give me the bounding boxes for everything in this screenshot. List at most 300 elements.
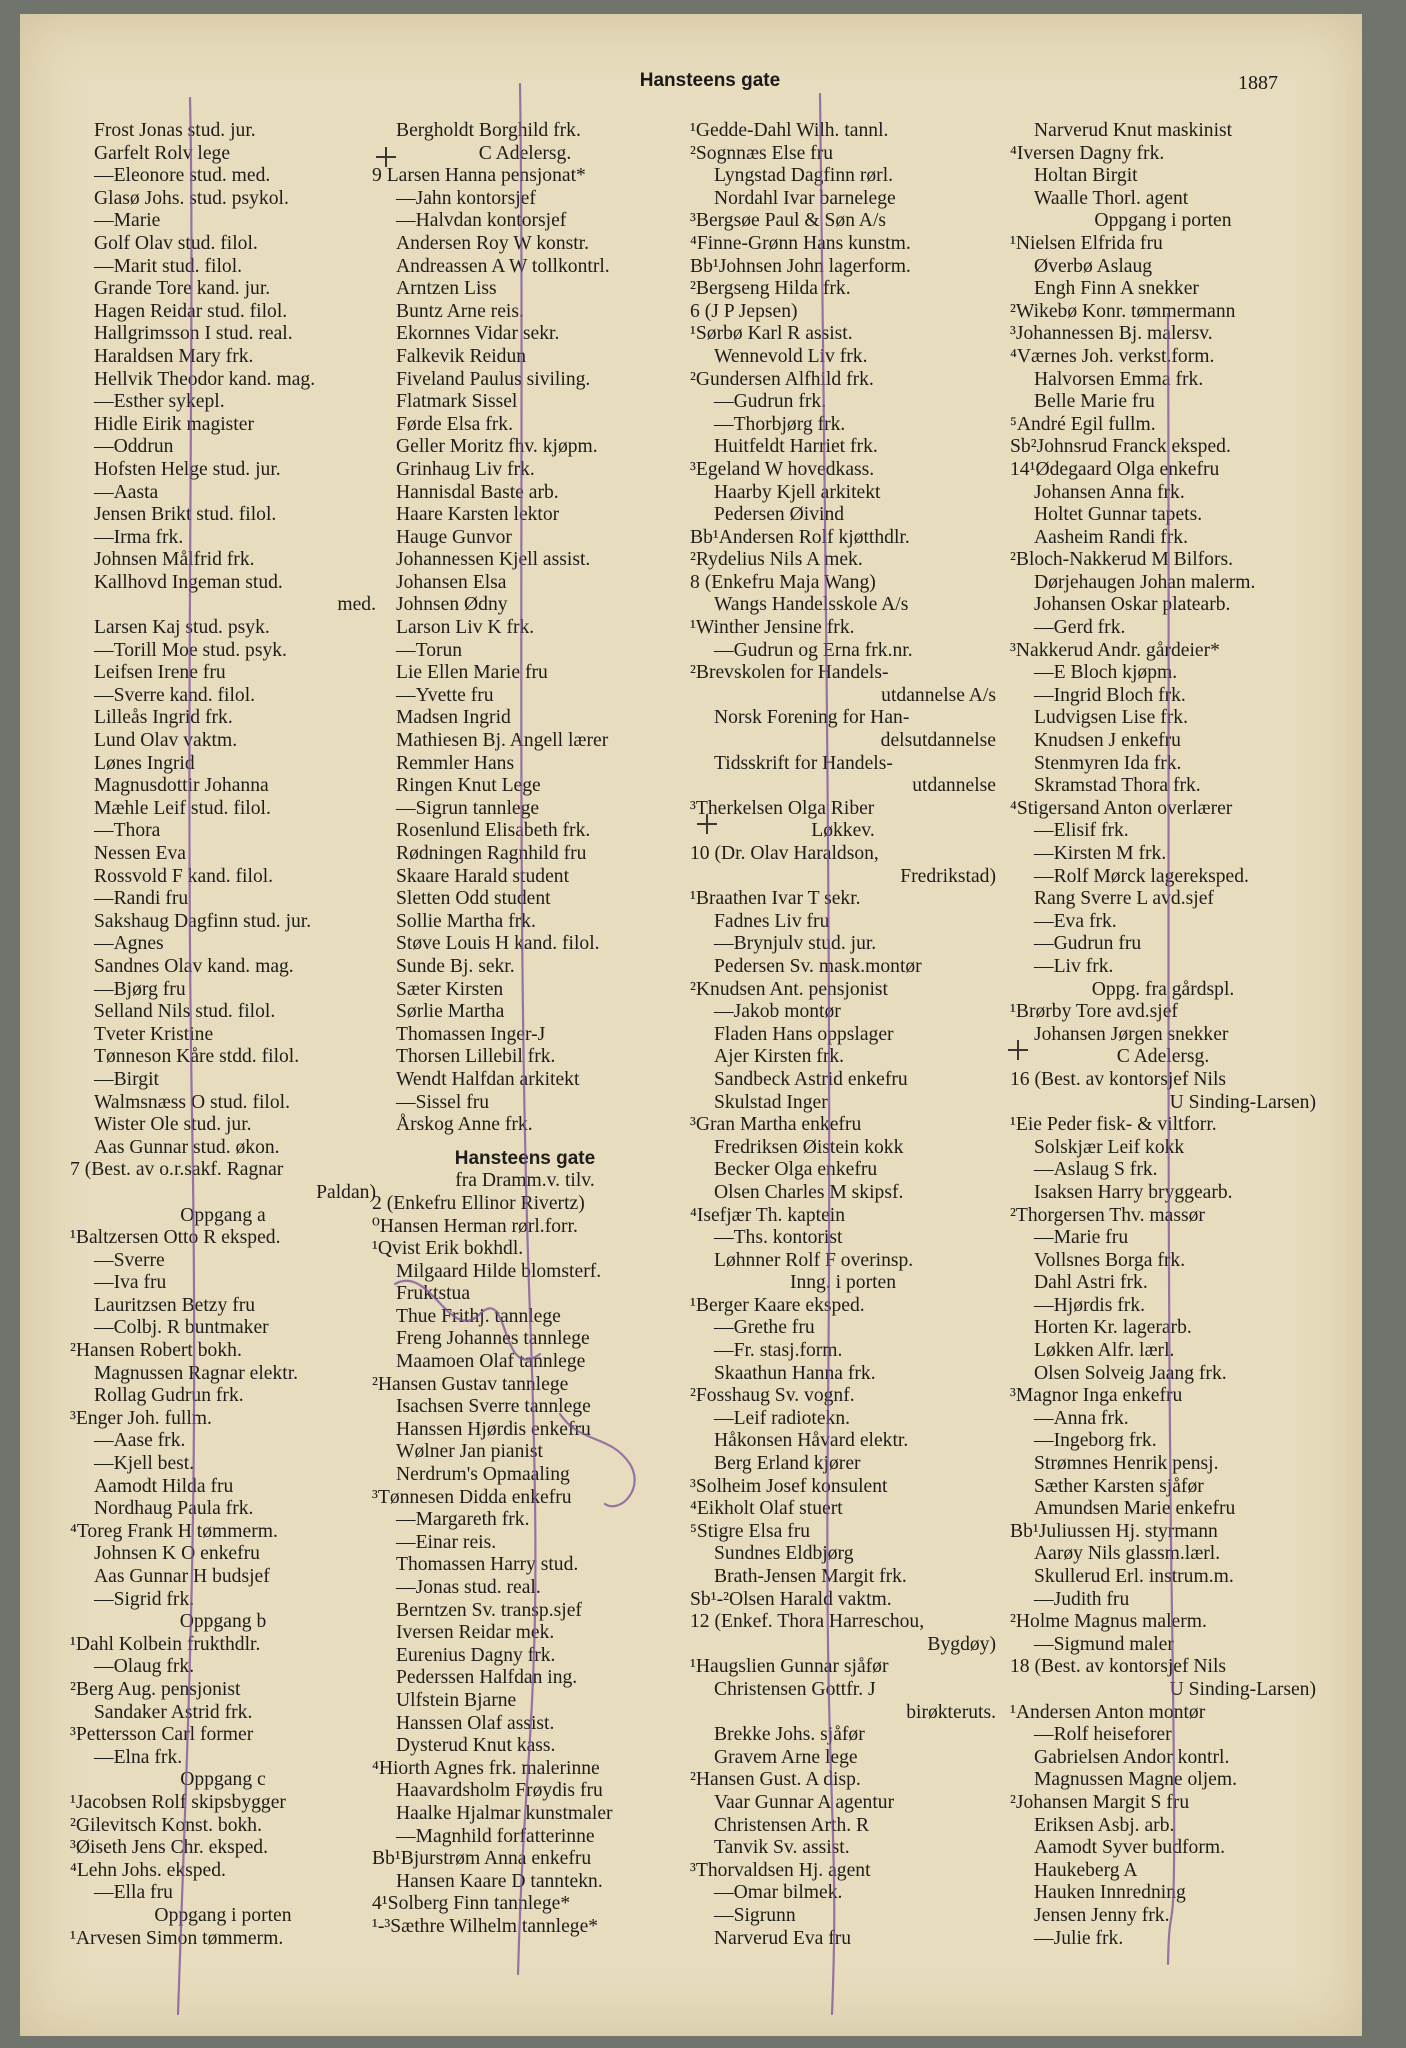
directory-entry: —Eva frk. [1034,910,1117,932]
directory-entry: Lilleås Ingrid frk. [94,707,233,729]
directory-entry: Bb¹Bjurstrøm Anna enkefru [372,1848,592,1870]
directory-entry: Skaathun Hanna frk. [714,1362,876,1384]
directory-entry: Paldan) [316,1181,376,1203]
directory-entry: ¹Berger Kaare eksped. [690,1294,865,1316]
directory-entry: —Sverre kand. filol. [94,684,256,706]
directory-entry: Wennevold Liv frk. [714,345,868,367]
directory-entry: ³Pettersson Carl former [70,1724,254,1746]
directory-entry: Sandbeck Astrid enkefru [714,1068,908,1090]
directory-entry: ⁴Stigersand Anton overlærer [1010,797,1233,819]
directory-entry: 18 (Best. av kontorsjef Nils [1010,1656,1227,1678]
directory-entry: Lauritzsen Betzy fru [94,1294,256,1316]
directory-entry: Christensen Gottfr. J [714,1678,876,1700]
directory-entry: fra Dramm.v. tilv. [455,1170,595,1192]
directory-entry: ²Sognnæs Else fru [690,142,834,164]
directory-entry: 16 (Best. av kontorsjef Nils [1010,1068,1227,1090]
directory-entry: —Olaug frk. [94,1656,195,1678]
directory-entry: ¹Nielsen Elfrida fru [1010,232,1163,254]
directory-entry: ¹Dahl Kolbein frukthdlr. [70,1633,261,1655]
page-header-title: Hansteens gate [639,70,781,91]
directory-entry: Ekornnes Vidar sekr. [396,323,560,345]
directory-entry: Lyngstad Dagfinn rørl. [714,165,894,187]
directory-entry: Fiveland Paulus siviling. [396,368,591,390]
directory-entry: Holtan Birgit [1034,165,1138,187]
directory-entry: Inng. i porten [789,1272,897,1294]
directory-entry: Johnsen Ødny [396,594,508,616]
directory-entry: —Grethe fru [714,1317,815,1339]
directory-entry: ³Solheim Josef konsulent [690,1475,888,1497]
directory-entry: Geller Moritz fhv. kjøpm. [396,436,598,458]
directory-entry: Larsen Kaj stud. psyk. [94,617,270,639]
directory-entry: —E Bloch kjøpm. [1034,662,1178,684]
directory-entry: —Brynjulv stud. jur. [714,933,877,955]
directory-entry: ³Øiseth Jens Chr. eksped. [70,1837,268,1859]
directory-entry: —Aasta [94,481,159,503]
directory-entry: Sollie Martha frk. [396,910,536,932]
directory-entry: Jensen Brikt stud. filol. [94,504,277,526]
directory-entry: Thue Frithj. tannlege [396,1305,561,1327]
directory-entry: Wølner Jan pianist [396,1441,543,1463]
directory-entry: Buntz Arne reis. [396,300,524,322]
section-heading: Hansteens gate [454,1147,596,1169]
directory-entry: 4¹Solberg Finn tannlege* [372,1893,571,1915]
directory-entry: —Ingeborg frk. [1034,1430,1157,1452]
directory-entry: —Sigrun tannlege [396,797,540,819]
directory-entry: Hannisdal Baste arb. [396,481,559,503]
directory-entry: Gabrielsen Andor kontrl. [1034,1746,1230,1768]
directory-entry: ⁴Eikholt Olaf stuert [690,1498,843,1520]
directory-entry: Hanssen Hjørdis enkefru [396,1418,591,1440]
directory-entry: 8 (Enkefru Maja Wang) [690,571,876,593]
directory-entry: ¹Sørbø Karl R assist. [690,323,853,345]
directory-entry: Årskog Anne frk. [396,1114,533,1136]
directory-entry: Isaksen Harry bryggearb. [1034,1181,1233,1203]
directory-entry: Hellvik Theodor kand. mag. [94,368,316,390]
directory-entry: —Agnes [94,933,164,955]
directory-entry: Johansen Oskar platearb. [1034,594,1231,616]
directory-entry: Haare Karsten lektor [396,504,560,526]
directory-entry: ¹Arvesen Simon tømmerm. [70,1927,284,1949]
directory-entry: —Leif radiotekn. [714,1407,851,1429]
directory-entry: Amundsen Marie enkefru [1034,1498,1236,1520]
directory-entry: Løkkev. [811,820,875,842]
directory-entry: utdannelse A/s [881,684,996,706]
directory-entry: Rollag Gudrun frk. [94,1385,244,1407]
directory-entry: Wendt Halfdan arkitekt [396,1068,580,1090]
directory-entry: Tveter Kristine [94,1023,214,1045]
directory-entry: ⁵Stigre Elsa fru [690,1520,811,1542]
directory-entry: —Colbj. R buntmaker [94,1317,269,1339]
directory-entry: ²Thorgersen Thv. massør [1010,1204,1205,1226]
directory-entry: Rossvold F kand. filol. [94,865,274,887]
directory-entry: Vollsnes Borga frk. [1034,1249,1186,1271]
directory-entry: —Marie [94,210,161,232]
directory-entry: Arntzen Liss [396,278,497,300]
directory-entry: Brekke Johs. sjåfør [714,1724,865,1746]
directory-entry: Skaare Harald student [396,865,570,887]
directory-entry: Aarøy Nils glassm.lærl. [1034,1543,1221,1565]
directory-entry: Kallhovd Ingeman stud. [94,571,283,593]
directory-entry: ⁴Finne-Grønn Hans kunstm. [690,232,911,254]
directory-entry: Førde Elsa frk. [396,413,513,435]
directory-entry: Skramstad Thora frk. [1034,775,1201,797]
directory-entry: Vaar Gunnar A agentur [714,1791,895,1813]
directory-entry: —Torun [396,639,463,661]
directory-entry: Hidle Eirik magister [94,413,254,435]
directory-entry: —Halvdan kontorsjef [396,210,567,232]
directory-entry: ³Enger Joh. fullm. [70,1407,212,1429]
directory-entry: ⁴Lehn Johs. eksped. [70,1859,226,1881]
directory-entry: —Ella fru [94,1882,173,1904]
directory-entry: Aas Gunnar H budsjef [94,1566,270,1587]
directory-entry: —Bjørg fru [94,978,186,1000]
directory-entry: Jensen Jenny frk. [1034,1904,1170,1926]
directory-entry: Olsen Solveig Jaang frk. [1034,1362,1227,1384]
directory-entry: Ulfstein Bjarne [396,1689,517,1711]
directory-entry: Berntzen Sv. transp.sjef [396,1599,582,1621]
directory-entry: Øverbø Aslaug [1034,255,1153,277]
directory-entry: Sb²Johnsrud Franck eksped. [1010,436,1231,458]
directory-entry: —Irma frk. [94,526,184,548]
directory-entry: —Thorbjørg frk. [714,413,846,435]
directory-column-1 [70,120,376,1950]
directory-entry: Engh Finn A snekker [1034,278,1199,300]
directory-entry: ²Gilevitsch Konst. bokh. [70,1814,263,1836]
directory-entry: Magnussen Magne oljem. [1034,1769,1237,1791]
directory-entry: 2 (Enkefru Ellinor Rivertz) [372,1192,585,1214]
directory-entry: Rang Sverre L avd.sjef [1034,888,1214,910]
directory-entry: birøkteruts. [906,1701,996,1723]
directory-entry: Aas Gunnar stud. økon. [94,1136,280,1158]
directory-entry: ¹Eie Peder fisk- & viltforr. [1010,1114,1217,1136]
directory-entry: Sæther Karsten sjåfør [1034,1475,1204,1497]
directory-entry: Thorsen Lillebil frk. [396,1046,556,1068]
directory-entry: Tidsskrift for Handels- [714,752,893,774]
directory-entry: Hauge Gunvor [396,526,512,548]
directory-entry: Becker Olga enkefru [714,1159,878,1181]
directory-entry: —Yvette fru [396,684,494,706]
directory-entry: Haavardsholm Frøydis fru [396,1780,603,1802]
directory-entry: —Jonas stud. real. [396,1577,541,1598]
directory-entry: Gravem Arne lege [714,1746,858,1768]
directory-entry: Johnsen Målfrid frk. [94,549,255,571]
directory-entry: Fruktstua [396,1283,471,1305]
directory-entry: Johannessen Kjell assist. [396,549,591,571]
directory-entry: —Elna frk. [94,1746,183,1768]
directory-entry: C Adelersg. [478,142,572,164]
directory-entry: Olsen Charles M skipsf. [714,1181,904,1203]
directory-entry: ³Egeland W hovedkass. [690,458,875,480]
directory-entry: 7 (Best. av o.r.sakf. Ragnar [70,1159,284,1181]
directory-entry: Sletten Odd student [396,888,551,910]
directory-entry: Oppgang i porten [1094,210,1232,232]
directory-entry: —Gudrun og Erna frk.nr. [714,639,913,661]
directory-entry: —Julie frk. [1034,1927,1124,1949]
directory-entry: Glasø Johs. stud. psykol. [94,187,289,209]
directory-entry: Bygdøy) [927,1633,996,1655]
directory-entry: —Iva fru [94,1272,167,1294]
directory-entry: ³Thorvaldsen Hj. agent [690,1859,871,1881]
directory-entry: Hauken Innredning [1034,1882,1186,1904]
directory-entry: Bergholdt Borghild frk. [396,120,581,141]
directory-entry: C Adelersg. [1116,1046,1210,1068]
directory-entry: Eurenius Dagny frk. [396,1644,556,1666]
directory-entry: —Elisif frk. [1034,820,1129,842]
directory-entry: —Ths. kontorist [714,1227,843,1249]
directory-entry: Berg Erland kjører [714,1453,861,1475]
directory-entry: Rødningen Ragnhild fru [396,843,587,864]
directory-entry: Eriksen Asbj. arb. [1034,1814,1175,1836]
directory-entry: ²Holme Magnus malerm. [1010,1611,1207,1633]
directory-entry: Fredrikstad) [900,865,996,887]
directory-entry [372,1137,678,1148]
directory-entry: Sunde Bj. sekr. [396,955,515,977]
directory-entry: Aamodt Syver budform. [1034,1837,1226,1859]
directory-entry: Haraldsen Mary frk. [94,345,254,367]
directory-entry: Isachsen Sverre tannlege [396,1396,591,1418]
directory-entry: Grande Tore kand. jur. [94,278,271,300]
directory-entry: Mæhle Leif stud. filol. [94,797,271,819]
directory-entry: Flatmark Sissel [396,391,518,413]
directory-entry: ¹Winther Jensine frk. [690,617,855,639]
directory-entry: —Gudrun fru [1034,933,1142,955]
directory-entry: —Judith fru [1034,1588,1130,1610]
directory-entry: Ringen Knut Lege [396,775,541,797]
directory-entry: Thomassen Inger-J [396,1023,546,1045]
directory-entry: Johansen Anna frk. [1034,481,1185,503]
directory-entry: Lønes Ingrid [94,752,195,774]
directory-entry: —Sigrunn [714,1904,796,1926]
directory-entry: —Marit stud. filol. [94,255,243,277]
directory-entry: ²Berg Aug. pensjonist [70,1678,241,1700]
directory-entry: ¹Jacobsen Rolf skipsbygger [70,1791,286,1813]
directory-entry: Nessen Eva [94,843,186,864]
directory-entry: ¹Brørby Tore avd.sjef [1010,1001,1178,1023]
directory-entry: ²Knudsen Ant. pensjonist [690,978,889,1000]
directory-column-2 [372,120,678,1939]
directory-entry: —Marie fru [1034,1227,1129,1249]
directory-entry: —Esther sykepl. [94,391,225,413]
directory-entry: ³Therkelsen Olga Riber [690,797,875,819]
directory-entry: Hallgrimsson I stud. real. [94,323,293,345]
directory-entry: Hansen Kaare D tanntekn. [396,1870,603,1892]
directory-entry: Wister Ole stud. jur. [94,1114,252,1136]
directory-entry: ⁴Isefjær Th. kaptein [690,1204,846,1226]
directory-entry: Strømnes Henrik pensj. [1034,1453,1219,1475]
directory-entry: Dørjehaugen Johan malerm. [1034,571,1256,593]
directory-entry: Dahl Astri frk. [1034,1272,1148,1294]
directory-entry: ²Hansen Robert bokh. [70,1340,242,1362]
directory-entry: —Kirsten M frk. [1034,843,1167,864]
directory-entry: Hofsten Helge stud. jur. [94,458,281,480]
directory-entry: ²Bergseng Hilda frk. [690,278,851,300]
directory-entry: —Liv frk. [1034,955,1114,977]
directory-entry: Hagen Reidar stud. filol. [94,300,288,322]
directory-entry: Sakshaug Dagfinn stud. jur. [94,910,312,932]
directory-entry: —Thora [94,820,161,842]
directory-entry: —Ingrid Bloch frk. [1034,684,1186,706]
directory-entry: Oppgang c [180,1769,266,1791]
directory-entry: Walmsnæss O stud. filol. [94,1091,291,1113]
directory-entry: Pedersen Øivind [714,504,845,526]
directory-entry: Aamodt Hilda fru [94,1475,234,1497]
directory-entry: —Oddrun [94,436,174,458]
directory-entry: —Birgit [94,1068,159,1090]
directory-entry: Oppgang a [180,1204,266,1226]
directory-entry: ¹Andersen Anton montør [1010,1701,1206,1723]
directory-entry: Pedersen Sv. mask.montør [714,955,922,977]
directory-entry: Milgaard Hilde blomsterf. [396,1260,602,1282]
directory-entry: Skulstad Inger [714,1091,828,1113]
directory-entry: Løhnner Rolf F overinsp. [714,1249,914,1271]
directory-entry: med. [337,594,376,616]
directory-entry: Rosenlund Elisabeth frk. [396,820,591,842]
directory-entry: delsutdannelse [880,730,996,752]
directory-entry: utdannelse [912,775,996,797]
directory-entry: ³Johannessen Bj. malersv. [1010,323,1213,345]
directory-entry: Dysterud Knut kass. [396,1735,556,1757]
directory-entry: ²Johansen Margit S fru [1010,1791,1190,1813]
directory-entry: ³Nakkerud Andr. gårdeier* [1010,639,1220,661]
directory-entry: Christensen Arth. R [714,1814,870,1836]
directory-entry: ²Brevskolen for Handels- [690,662,889,684]
directory-entry: ³Tønnesen Didda enkefru [372,1486,572,1508]
directory-entry: Frost Jonas stud. jur. [94,120,256,141]
directory-entry: Løkken Alfr. lærl. [1034,1340,1175,1362]
directory-entry: Ajer Kirsten frk. [714,1046,845,1068]
directory-column-3 [690,120,996,1950]
directory-entry: Sundnes Eldbjørg [714,1543,854,1565]
directory-entry: Nerdrum's Opmaaling [396,1464,570,1486]
directory-entry: Oppgang i porten [154,1904,292,1926]
directory-entry: Støve Louis H kand. filol. [396,933,600,955]
directory-entry: Larson Liv K frk. [396,617,535,639]
directory-entry: ²Gundersen Alfhild frk. [690,368,874,390]
directory-entry: Tønneson Kåre stdd. filol. [94,1046,300,1068]
directory-entry: Iversen Reidar mek. [396,1622,555,1644]
directory-entry: Bb¹Andersen Rolf kjøtthdlr. [690,526,910,548]
directory-entry: —Aase frk. [94,1430,186,1452]
directory-entry: Sørlie Martha [396,1001,505,1023]
directory-entry: Bb¹Juliussen Hj. styrmann [1010,1520,1218,1542]
directory-entry: —Jahn kontorsjef [396,187,536,209]
directory-entry: ⁴Hiorth Agnes frk. malerinne [372,1757,600,1779]
directory-entry: ¹Braathen Ivar T sekr. [690,888,861,910]
directory-entry: Falkevik Reidun [396,345,527,367]
directory-entry: Håkonsen Håvard elektr. [714,1430,909,1452]
directory-entry: Bb¹Johnsen John lagerform. [690,255,911,277]
directory-entry: ¹Haugslien Gunnar sjåfør [690,1656,889,1678]
directory-entry: —Anna frk. [1034,1407,1129,1429]
directory-entry: Narverud Eva fru [714,1927,852,1949]
directory-entry: Mathiesen Bj. Angell lærer [396,730,609,752]
directory-entry: ²Wikebø Konr. tømmermann [1010,300,1236,322]
directory-entry: —Magnhild forfatterinne [396,1825,595,1847]
directory-entry: Madsen Ingrid [396,707,511,729]
directory-entry: Horten Kr. lagerarb. [1034,1317,1192,1339]
directory-entry: Johansen Elsa [396,571,507,593]
directory-entry: ²Bloch-Nakkerud M Bilfors. [1010,549,1234,571]
directory-entry: Tanvik Sv. assist. [714,1837,850,1859]
directory-entry: Nordahl Ivar barnelege [714,187,896,209]
directory-entry: ⁵André Egil fullm. [1010,413,1156,435]
directory-entry: —Sigmund maler [1034,1633,1174,1655]
directory-entry: Nordhaug Paula frk. [94,1498,254,1520]
directory-entry: Oppgang b [179,1611,267,1633]
directory-entry: Sb¹-²Olsen Harald vaktm. [690,1588,892,1610]
directory-entry: Brath-Jensen Margit frk. [714,1566,907,1587]
directory-entry: Magnusdottir Johanna [94,775,269,797]
directory-entry: Leifsen Irene fru [94,662,226,684]
directory-entry: Aasheim Randi frk. [1034,526,1188,548]
directory-entry: Haukeberg A [1034,1859,1138,1881]
directory-entry: ⁴Værnes Joh. verkst.form. [1010,345,1215,367]
directory-entry: —Jakob montør [714,1001,841,1023]
directory-entry: —Omar bilmek. [714,1882,843,1904]
directory-entry: Skullerud Erl. instrum.m. [1034,1566,1234,1587]
directory-entry: ²Fosshaug Sv. vognf. [690,1385,855,1407]
directory-entry: Halvorsen Emma frk. [1034,368,1204,390]
directory-entry: Garfelt Rolv lege [94,142,231,164]
directory-entry: Wangs Handelsskole A/s [714,594,909,616]
directory-entry: Magnussen Ragnar elektr. [94,1362,299,1384]
directory-entry: —Einar reis. [396,1531,497,1553]
directory-entry: —Gerd frk. [1034,617,1126,639]
directory-entry: Lund Olav vaktm. [94,730,238,752]
directory-entry: 9 Larsen Hanna pensjonat* [372,165,586,187]
directory-entry: Pederssen Halfdan ing. [396,1667,578,1689]
directory-page [20,14,1362,2036]
directory-entry: Oppg. fra gårdspl. [1091,978,1235,1000]
directory-entry: Golf Olav stud. filol. [94,232,258,254]
directory-entry: —Fr. stasj.form. [714,1340,843,1362]
directory-entry: 10 (Dr. Olav Haraldson, [690,843,879,864]
directory-entry: Waalle Thorl. agent [1034,187,1189,209]
directory-entry: U Sinding-Larsen) [1169,1091,1316,1113]
directory-entry: —Hjørdis frk. [1034,1294,1146,1316]
directory-entry: Johansen Jørgen snekker [1034,1023,1229,1045]
directory-entry: ²Hansen Gustav tannlege [372,1373,569,1395]
directory-entry: Fladen Hans oppslager [714,1023,894,1045]
directory-entry: U Sinding-Larsen) [1169,1678,1316,1700]
directory-entry: ²Rydelius Nils A mek. [690,549,863,571]
directory-entry: Andersen Roy W konstr. [396,232,590,254]
directory-entry: —Aslaug S frk. [1034,1159,1158,1181]
page-number: 1887 [1238,72,1278,94]
directory-entry: ¹Gedde-Dahl Wilh. tannl. [690,120,889,141]
directory-entry: Belle Marie fru [1034,391,1155,413]
directory-entry: Fadnes Liv fru [714,910,830,932]
directory-entry: —Sverre [94,1249,165,1271]
directory-entry: Haarby Kjell arkitekt [714,481,881,503]
directory-entry: Johnsen K O enkefru [94,1543,260,1565]
directory-entry: —Gudrun frk. [714,391,827,413]
directory-entry: ²Hansen Gust. A disp. [690,1769,861,1791]
directory-entry: Haalke Hjalmar kunstmaler [396,1802,613,1824]
directory-entry: —Randi fru [94,888,189,910]
directory-entry: Selland Nils stud. filol. [94,1001,276,1023]
directory-entry: ⁴Toreg Frank H tømmerm. [70,1520,278,1542]
directory-entry: 14¹Ødegaard Olga enkefru [1010,458,1220,480]
directory-entry: Andreassen A W tollkontrl. [396,255,610,277]
directory-entry: Sæter Kirsten [396,978,504,1000]
directory-entry: ⁰Hansen Herman rørl.forr. [372,1215,578,1237]
directory-entry: Maamoen Olaf tannlege [396,1351,586,1373]
directory-entry: —Eleonore stud. med. [94,165,271,187]
directory-entry: —Torill Moe stud. psyk. [94,639,287,661]
directory-column-4 [1010,120,1316,1950]
directory-entry: Holtet Gunnar tapets. [1034,504,1203,526]
